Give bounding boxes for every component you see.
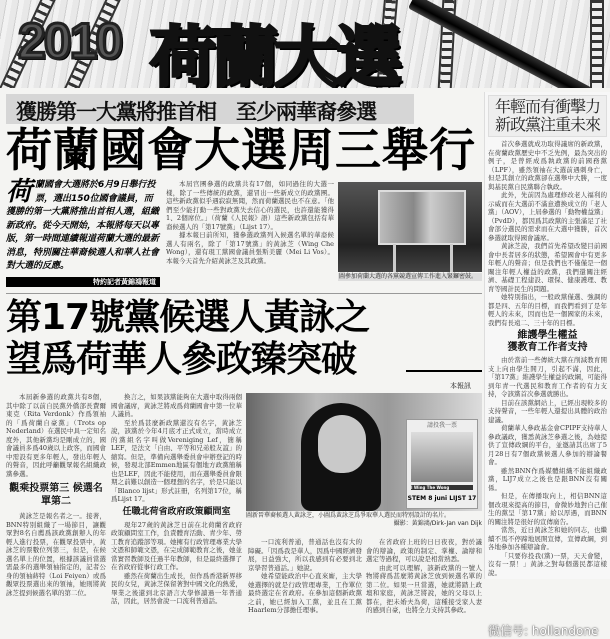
paragraph: 在省政府上班的日日夜夜，對於議會的辯論，政策的制定、掌權、論辯和選定等過程，可以說是相當熟悉。 bbox=[366, 538, 482, 563]
paragraph: 她特別指出，一般政黨僅選、強調的都是四、五年的目標，而我們看到了是年輕人的未來，因而也是一個國家的未來，我們有長遠二、三十年的目標。 bbox=[488, 293, 607, 327]
section-line1: 維護學生權益 bbox=[517, 330, 578, 341]
section-banner bbox=[0, 0, 610, 88]
drop-cap: 荷 bbox=[6, 177, 33, 207]
feature-column-3 bbox=[248, 538, 362, 615]
feature-headline-line2: 望爲荷華人參政臻突破 bbox=[6, 339, 357, 380]
paragraph: 由此可以理解，該新政黨的一號人物將蔣爲甚麼將黃詠芝放到候選名單的第二位。如果一旦當選，她就將踏上政壇和家庭，黃詠芝將說，她的父母以上都在，把未婚夫為荷，這種接受家人妻的感到自豪，也將全力支持其參政。 bbox=[366, 563, 482, 614]
paragraph: 本屆新參選的政黨共有8個，其中除了以前自民黨外僑部長費爾東克（Rita Verdonk）作爲領袖的「爲荷蘭自豪黨」（Trots op Nederland）在選民中具一定知名度外，其他新黨均是剛成立的，國會議員多爲40歲以上政客，而國會中需設有更多年輕人，發出年輕人的聲音，因此呼籲觀眾報名組織政黨參選。 bbox=[6, 393, 106, 478]
face bbox=[318, 415, 366, 473]
sidebar-body-2 bbox=[485, 354, 610, 577]
lead-subheadline: 獲勝第一大黨將推首相 至少兩華裔參選 bbox=[6, 94, 414, 124]
paragraph: 目前在該黨網站上，已經出現較多的支持聲音，一些年輕人還提出具體的政治建議。 bbox=[488, 398, 607, 424]
feature-column-2 bbox=[111, 393, 242, 606]
card-footer: STEM 8 juni LIJST 17 bbox=[407, 495, 477, 502]
sidebar-headline bbox=[488, 95, 607, 137]
paragraph: 一口流利普通，普通話也沒有大的障礙。「因爲我是華人，因爲中國經濟發展，日益強大，所以我感到有必要到北京學習普通話。」她說。 bbox=[248, 538, 362, 572]
lead-headline: 荷蘭國會大選周三舉行 bbox=[6, 123, 476, 177]
billboard-photo bbox=[338, 182, 482, 272]
photo-credit: 攝影：黃錦鴻/Dirk-Jan van Dijk bbox=[393, 520, 482, 527]
paragraph: 但是，在傳播取向上，相信BNN這個改現來提高的節目，會微妙地對自己催生的黨呈「第17黨」給以厚遇，而BNN的關注將是很好的宣傳廣告。 bbox=[488, 492, 607, 526]
candidate-photo bbox=[246, 393, 482, 511]
paragraph: 荷蘭華人參政基金會CPIPF支持華人參政議政，獲悉黃詠芝參選之後，為她提供了宣傳政綱的平台，並邀請其出席了5月28日有7個政黨候選人參加的辯論餐會。 bbox=[488, 424, 607, 466]
sidebar-body-1 bbox=[485, 137, 610, 327]
section-line2: 獲教育工作者支持 bbox=[507, 342, 588, 353]
lead-body bbox=[166, 180, 334, 265]
paragraph: 據本報日前所知，獲參選政黨列入候選名單的華裔候選人有兩名，除了「第17號黨」的黃詠芝（Wing Che Wong），還有現工黨國會議員張斯美麗（Mei Li Vos）。本報今天首先介紹黃詠芝及其政黨。 bbox=[166, 231, 334, 265]
paragraph: 她希望能政治中心直來廝，主大學她選擇的就是行政管理專業，工作單位最終選定在省政府。在參加這個新政黨之前，她已經加入工黨，並且在工黨Haarlem分部擔任理事。 bbox=[248, 572, 362, 614]
headline-rule bbox=[406, 370, 482, 372]
paragraph: 黃詠芝是報名者之一。接著，BNN特別組織了一場節目，讓觀眾對8名自薦爲該政黨創辦人的年輕人進行投票，在觀眾投票中，黃詠芝的票數位列第三，但是，在候選名單上的位置，根據該議員當選需最多的選舉領袖指定的，記者公身的領袖蒔特（Loi Feiyen）或爲觀眾投票選出來的領袖，她則將黃詠芝提到候選名單的第二位。 bbox=[6, 512, 106, 597]
paragraph: 「只要你投我(黨)一票，天天會變，沒有一票！」黃詠之對每個選民都這樣說。 bbox=[488, 551, 607, 577]
campaign-card bbox=[406, 419, 478, 509]
lead-intro bbox=[6, 179, 160, 274]
card-sign: I Wing The Wong bbox=[411, 485, 473, 490]
pencil-image bbox=[408, 0, 592, 88]
card-text: 請投我一票 bbox=[426, 422, 457, 429]
paragraph: 至於爲甚麼新政黨還沒有名字，黃詠芝說，該黨於今年4月底才正式成立，當時成立的黨組名字叫做Vereniging Lef，簡稱LEF，是法文「自由、平等和兄弟般友誼」的縮寫。但是，準備向選舉委員會申辦登記的時候，發現北部Emmen地區有個地方政黨簡稱也是LEF，因此不能使用，而在選舉委員會限期之前難以創造一個理想的名字，於是只能以「Blanco lijst」形式註冊，名列第17位，稱爲Lijst 17。 bbox=[111, 418, 242, 503]
photo-caption: 圖新晉華裔候選人黃詠芝，小圖爲黃詠芝爲爭取華人選民而特別設計的名片。 bbox=[246, 512, 451, 519]
paragraph: 雖然BNN作爲媒體組織不能組織政黨，LIJ7成立之後也是跟BNN沒有關係。 bbox=[488, 466, 607, 492]
election-billboard bbox=[378, 190, 466, 245]
sidebar-headline-line1: 年輕而有衝擊力 bbox=[494, 97, 600, 116]
paragraph: 首次參選就成功取得議席的新政黨，在荷蘭政黨歷史中不乏先例，最為突出的例子，是曾經成爲執政黨的前國務黨（LPF），雖然領袖在大選前遇刺身亡，但是其創立的政黨卻在選舉中大勝，一度與基民黨自民黨聯合執政。 bbox=[488, 140, 607, 191]
paragraph: 黃詠芝說，我們首先希望改變目前國會中長者居多的狀態，希望國會中有更多年輕人的聲音；但是我們也不僅僅是一個關注年輕人權益的政黨，我們還關注經濟、基礎工程建設、環保、健康護理、教育等國計民生的問題。 bbox=[488, 242, 607, 293]
photo-caption: 圖參加荷蘭大選的各黨競選宣傳工作進入緊鑼密鼓。 bbox=[338, 273, 482, 281]
feature-column-4 bbox=[366, 538, 482, 615]
watermark: 微信号: hollandone bbox=[488, 624, 599, 638]
paragraph: 現年27歲的黃詠芝日前在北荷蘭省政府政策顧問室工作，負責體育活動、青少年、勞工教育追蹤部等項。她擁有行政管理專業大學文憑和師範文憑，在完成師範教育之後，她並當實習教師及任過半年教師，但是最終選擇了在省政府從事行政工作。 bbox=[111, 520, 242, 571]
divider bbox=[6, 293, 482, 294]
feature-headline-line1: 第17號黨候選人黃詠之 bbox=[6, 297, 370, 338]
feature-headline bbox=[6, 297, 406, 381]
source-tag: 本報訊 bbox=[450, 382, 471, 390]
feature-column-1 bbox=[6, 393, 106, 597]
paragraph: 此外，先前因為處理修改老人福利的示威而在大選前不滿意遭換成立的「老人黨」（AOV），上屆參選的「動物權益黨」（PvdD），都因爲其政黨的主張滿足了社會部分選民的需求而在大選中獲勝，首次參選就取得國會議席。 bbox=[488, 191, 607, 242]
sidebar-headline-line2: 新政黨注重未來 bbox=[494, 115, 600, 134]
section-heading: 任職北荷省政府政策顧問室 bbox=[122, 506, 231, 517]
sidebar-story bbox=[484, 92, 610, 579]
banner-title: 荷蘭大選 bbox=[150, 19, 398, 88]
section-heading: 觀乘投票第三 候選名單第二 bbox=[9, 483, 103, 507]
photo-caption-block bbox=[246, 512, 482, 528]
paragraph: 雖然在荷蘭出生成長，但作爲香港新界移民的女兒，黃詠芝保留著對中國文化的熱愛，畢業之後還到北京語言大學修讀過一年普通話，因此，居然會說一口流利普通話。 bbox=[111, 571, 242, 605]
film-strip-decoration bbox=[590, 0, 604, 88]
banner-year: 2010 bbox=[18, 13, 122, 69]
paragraph: 由於當前一些傳統大黨在削減教育開支上向由學生開刀，引起不滿，因此，「第17黨」維護學生權益的政綱，可能得到年青一代選民和教育工作者的有力支持，令該黨首次參選就勝出。 bbox=[488, 356, 607, 398]
paragraph: 換言之，如果該黨能夠在大選中取得兩個國會議席，黃詠芝將成爲荷蘭國會中第一位華人議員。 bbox=[111, 393, 242, 418]
lead-intro-text: 蘭國會大選將於6月9日舉行投票，選出150位國會議員，而獲勝的第一大黨將推出首相人選，組織新政府。從今天開始，本報將每天以專版，第一時間連續報道荷蘭大選的最新消息，特別關注華裔候選人和華人社會對大選的反應。 bbox=[6, 180, 160, 271]
byline: 特約記者黃錦鴻報道 bbox=[6, 277, 160, 287]
paragraph: 當然，近日黃詠芝和她的同志，也繼續不馬不停蹄地展開宣傳，宣傳政綱，到各地參加各種辯論會。 bbox=[488, 526, 607, 551]
paragraph: 本屆官團參選的政黨共有17個，如同過往的大選一樣，除了一些傳統的政黨，還冒出一些新成立的政黨團。這些新政黨似乎遇寂寂無聞，然而荷蘭選民也不在意。「他們至少能打動一些對政黨失去信心的選民，也許還能獲得1、2個席位。」（荷蘭《人民報》語）這些新政黨包括有華裔候選人的「第17號黨」（Lijst 17）。 bbox=[166, 180, 334, 231]
sidebar-section-heading bbox=[485, 330, 610, 354]
